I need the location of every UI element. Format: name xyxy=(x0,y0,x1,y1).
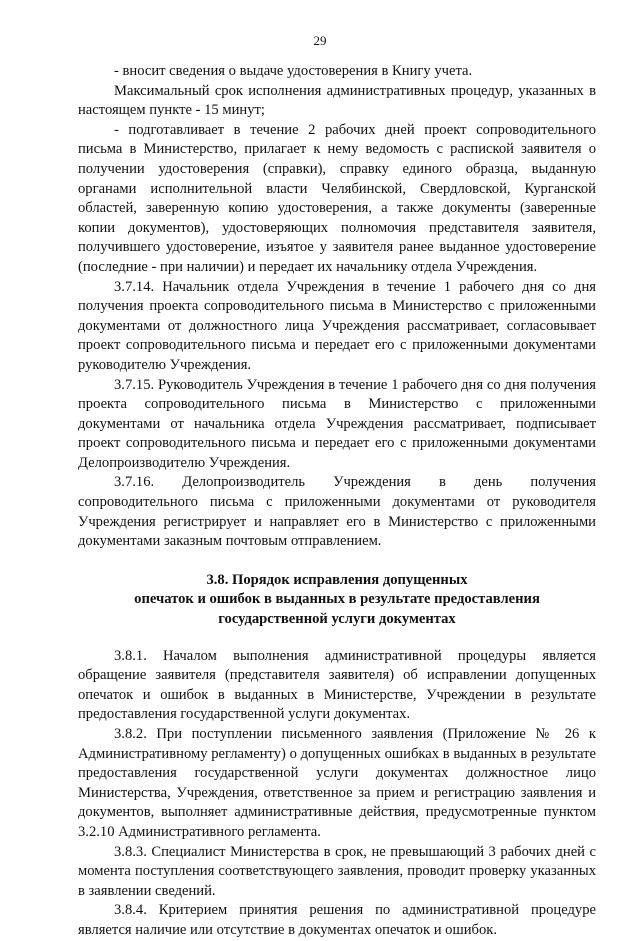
paragraph: 3.7.16. Делопроизводитель Учреждения в день получения сопроводительного письма с приложенными документами от руководителя Учреждения регистрирует и направляет его в Министерство с приложенными документами заказным почтовым отправлением. xyxy=(78,474,596,550)
page-number: 29 xyxy=(313,33,327,48)
paragraph: 3.7.14. Начальник отдела Учреждения в течение 1 рабочего дня со дня получения проекта сопроводительного письма в Министерство с приложенными документами от должностного лица Учреждения рассматривает, согласовывает проект сопроводительного письма и передает его с приложенными документами руководителю Учреждения. xyxy=(78,278,596,373)
paragraph: - вносит сведения о выдаче удостоверения в Книгу учета. xyxy=(114,63,473,79)
paragraph: 3.7.15. Руководитель Учреждения в течение 1 рабочего дня со дня получения проекта сопроводительного письма в Министерство с приложенными документами от начальника отдела Учреждения рассматривает, подписывает проект сопроводительного письма и передает его с приложенными документами Делопроизводителю Учреждения. xyxy=(78,376,596,471)
paragraph: Максимальный срок исполнения административных процедур, указанных в настоящем пункте - 15 минут; xyxy=(78,82,596,119)
paragraph: 3.8.4. Критерием принятия решения по административной процедуре является наличие или отсутствие в документах опечаток и ошибок. xyxy=(78,902,596,938)
paragraph: 3.8.3. Специалист Министерства в срок, не превышающий 3 рабочих дней с момента поступления соответствующего заявления, проводит проверку указанных в заявлении сведений. xyxy=(78,843,596,899)
section-heading-line: 3.8. Порядок исправления допущенных xyxy=(206,571,468,588)
section-heading xyxy=(78,571,596,630)
document-body xyxy=(78,62,596,941)
paragraph: 3.8.1. Началом выполнения административной процедуры является обращение заявителя (представителя заявителя) об исправлении допущенных опечаток и ошибок в выданных в Министерстве, Учреждении в результате предоставления государственной услуги документах. xyxy=(78,647,596,723)
section-heading-line: государственной услуги документах xyxy=(218,611,456,628)
paragraph: - подготавливает в течение 2 рабочих дней проект сопроводительного письма в Министерство, прилагает к нему ведомость с распиской заявителя о получении удостоверения (справки), справку единого образца, выданную органами исполнительной власти Челябинской, Свердловской, Курганской областей, заверенную копию удостоверения, а также документы (заверенные копии документов), удостоверяющих полномочия представителя заявителя, получившего удостоверение, изъятое у заявителя ранее выданное удостоверение (последние - при наличии) и передает их начальнику отдела Учреждения. xyxy=(78,121,596,275)
paragraph: 3.8.2. При поступлении письменного заявления (Приложение № 26 к Административному регламенту) о допущенных ошибках в выданных в результате предоставления государственной услуги документах должностное лицо Министерства, Учреждения, ответственное за прием и регистрацию заявления и документов, выполняет административные действия, предусмотренные пунктом 3.2.10 Административного регламента. xyxy=(78,726,596,840)
section-heading-line: опечаток и ошибок в выданных в результате предоставления xyxy=(134,591,540,608)
